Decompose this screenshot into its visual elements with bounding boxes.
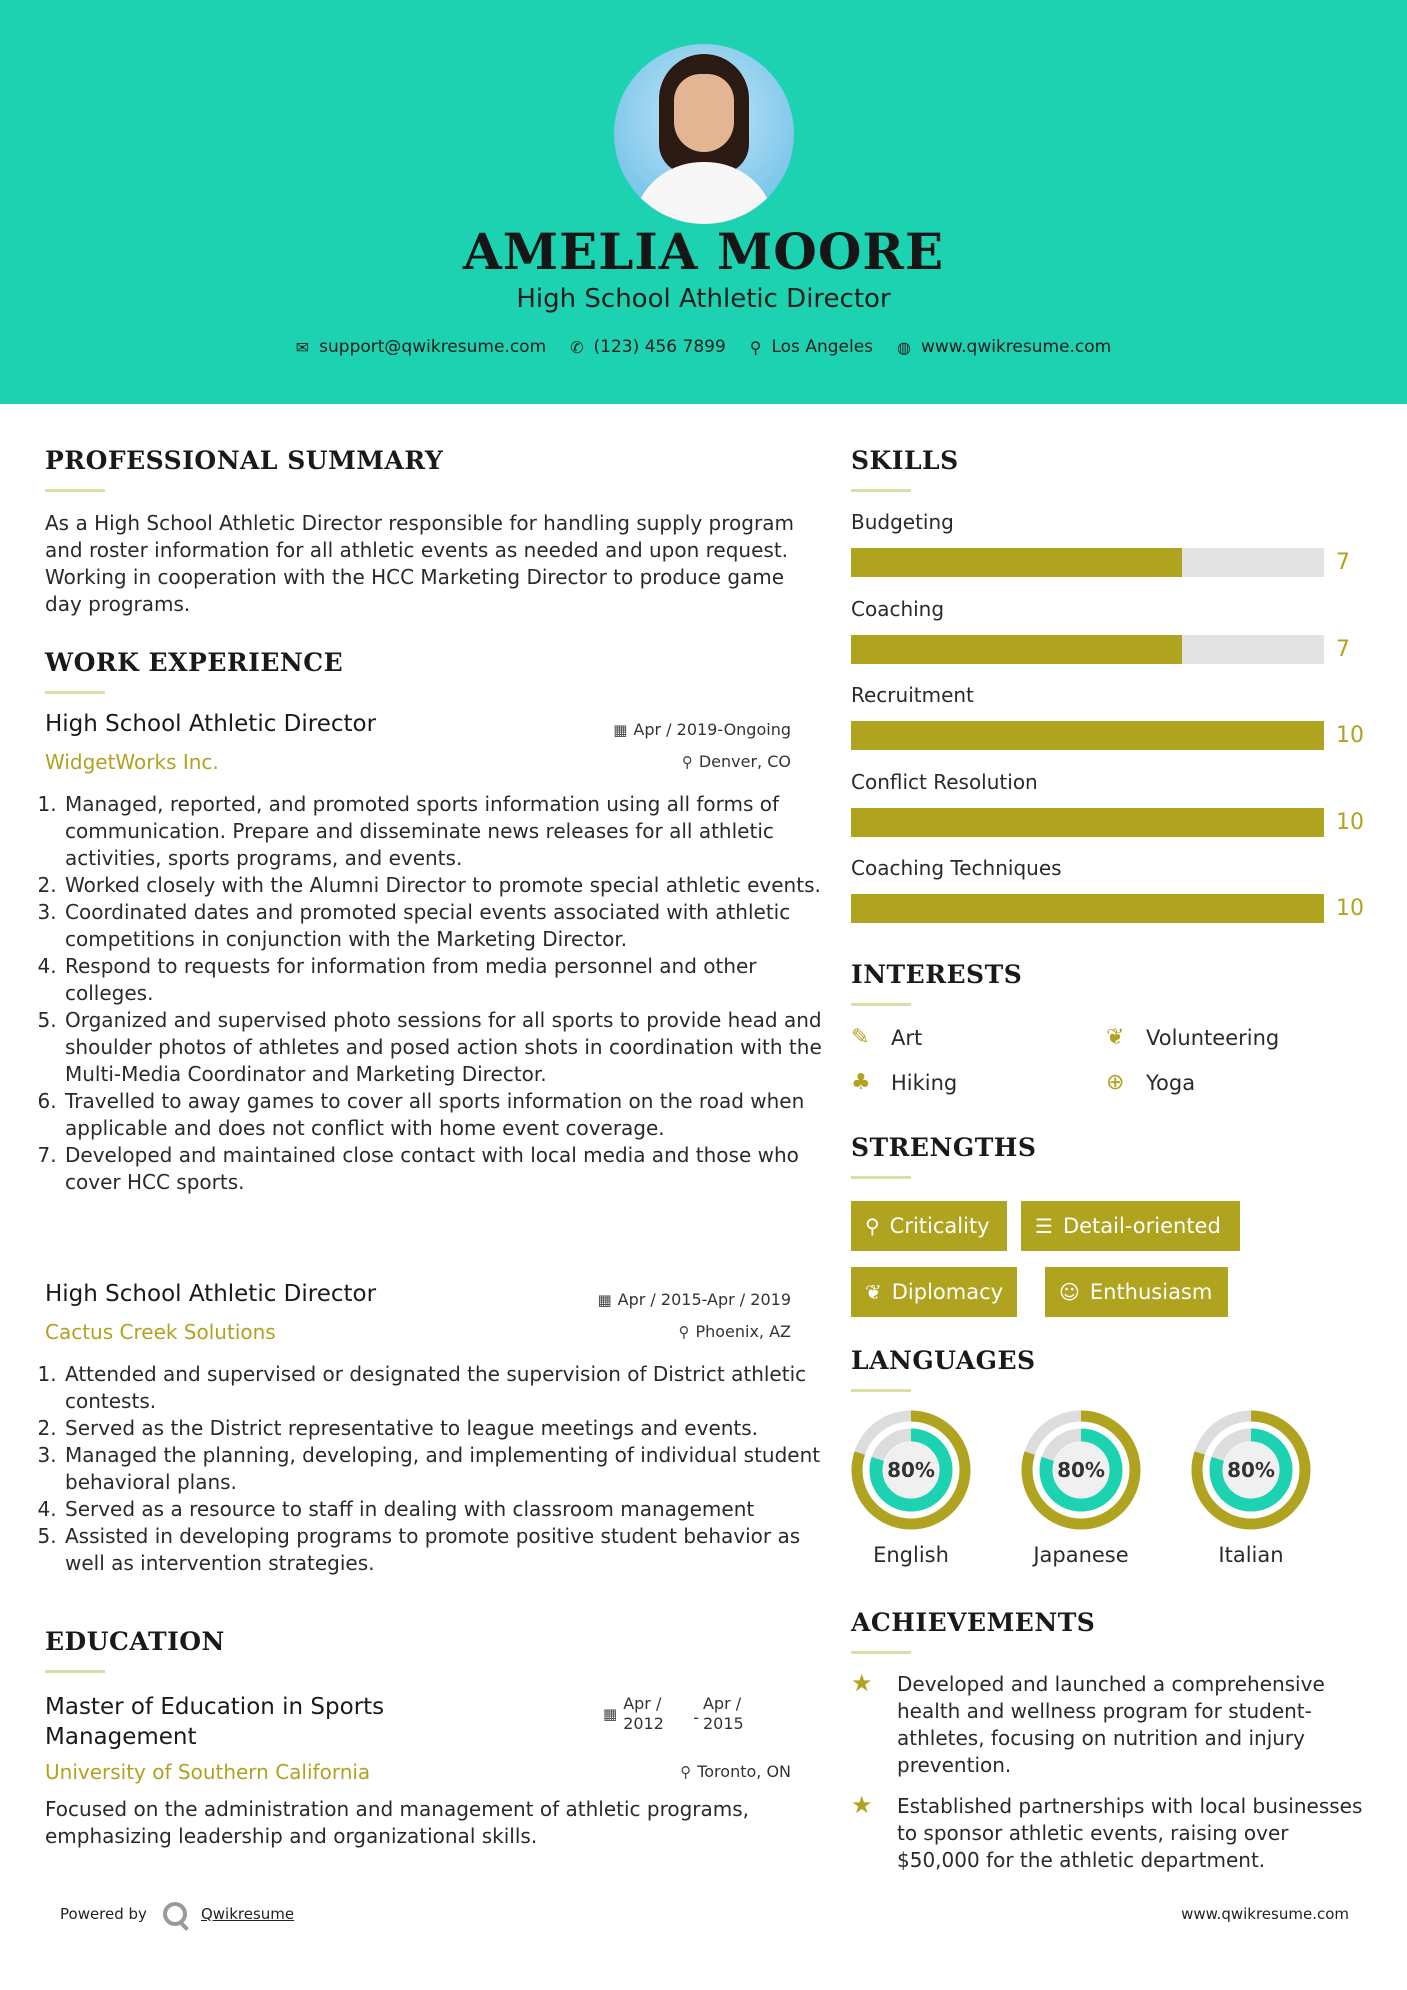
achievements-heading: ACHIEVEMENTS <box>851 1608 1096 1637</box>
language-progress-ring <box>1191 1410 1311 1530</box>
education-date: ▦ Apr / 2012 - Apr / 2015 <box>603 1694 744 1733</box>
profile-photo <box>614 44 794 224</box>
skills-underline <box>851 489 911 492</box>
skill-bar-fill <box>851 635 1182 664</box>
language-percent: 80% <box>1057 1458 1105 1482</box>
pin-icon: ⚲ <box>681 753 693 771</box>
globe-icon: ◍ <box>897 337 911 357</box>
star-icon: ★ <box>851 1669 873 1697</box>
job-company-2: Cactus Creek Solutions <box>45 1320 276 1344</box>
skill-bar-fill <box>851 808 1324 837</box>
language-percent: 80% <box>887 1458 935 1482</box>
skill-label: Recruitment <box>851 683 974 707</box>
qwikresume-link[interactable]: Qwikresume <box>200 1905 295 1923</box>
calendar-icon: ▦ <box>597 1291 612 1309</box>
language-name: Japanese <box>1033 1543 1129 1567</box>
footer-url[interactable]: www.qwikresume.com <box>1181 1905 1349 1923</box>
phone-icon: ✆ <box>570 337 584 357</box>
education-description: Focused on the administration and management of athletic programs, emphasizing leadership and organizational skills. <box>45 1797 750 1848</box>
list-item: 6. Travelled to away games to cover all sports information on the road when applicable and does not conflict with home event coverage. <box>63 1088 823 1142</box>
interest-yoga: ⊕ Yoga <box>1106 1070 1196 1095</box>
strengths-underline <box>851 1176 911 1179</box>
map-marker-icon: ⚲ <box>749 337 762 357</box>
job-duties-1 <box>37 791 823 1196</box>
candidate-title: High School Athletic Director <box>516 284 891 314</box>
skill-value: 7 <box>1336 636 1350 662</box>
list-item: 5. Organized and supervised photo sessions for all sports to provide head and shoulder photos of athletes and posed action shots in coordination with the Multi-Media Coordinator and Marketing Director. <box>63 1007 823 1088</box>
list-item: 4. Served as a resource to staff in dealing with classroom management <box>63 1496 823 1523</box>
pin-icon: ⚲ <box>678 1323 690 1341</box>
skill-bar <box>851 894 1324 923</box>
strength-tag-enthusiasm: ☺ Enthusiasm <box>1045 1267 1228 1317</box>
language-progress-ring <box>851 1410 971 1530</box>
skill-label: Coaching <box>851 596 945 621</box>
contact-email[interactable]: ✉ support@qwikresume.com <box>295 337 547 357</box>
job-location-2: ⚲ Phoenix, AZ <box>678 1322 791 1341</box>
skill-bar-fill <box>851 548 1182 577</box>
envelope-icon: ✉ <box>295 337 310 357</box>
job-title-1: High School Athletic Director <box>45 711 377 737</box>
contact-phone[interactable]: ✆ (123) 456 7899 <box>570 337 726 357</box>
skill-bar-fill <box>851 721 1324 750</box>
list-item: 1. Managed, reported, and promoted sports information using all forms of communication. Prepare and disseminate news releases for all athletic activities, sports programs, and events. <box>63 791 823 872</box>
languages-heading: LANGUAGES <box>851 1346 1036 1375</box>
list-item: 3. Managed the planning, developing, and implementing of individual student behavioral plans. <box>63 1442 823 1496</box>
language-percent: 80% <box>1227 1458 1275 1482</box>
list-item: 3. Coordinated dates and promoted special events associated with athletic competitions in conjunction with the Marketing Director. <box>63 899 823 953</box>
job-date-1: ▦ Apr / 2019-Ongoing <box>613 720 791 739</box>
lifebuoy-icon: ⊕ <box>1106 1070 1125 1095</box>
language-progress-ring <box>1021 1410 1141 1530</box>
education-location: ⚲ Toronto, ON <box>680 1762 791 1781</box>
achievements-underline <box>851 1651 911 1654</box>
skill-bar <box>851 721 1324 750</box>
summary-underline <box>45 489 105 492</box>
smile-icon: ☺ <box>1059 1280 1080 1304</box>
list-item: 2. Served as the District representative to league meetings and events. <box>63 1415 823 1442</box>
achievement-item-2: ★ Established partnerships with local businesses to sponsor athletic events, raising over $50,000 for the athletic department. <box>851 1791 1363 1872</box>
strengths-heading: STRENGTHS <box>851 1133 1037 1162</box>
calendar-icon: ▦ <box>603 1705 618 1723</box>
skill-label: Coaching Techniques <box>851 856 1062 880</box>
star-icon: ★ <box>851 1791 873 1819</box>
contact-location: ⚲ Los Angeles <box>749 337 874 357</box>
degree-title: Master of Education in Sports Management <box>45 1694 385 1750</box>
candidate-name: AMELIA MOORE <box>462 222 945 281</box>
contact-website[interactable]: ◍ www.qwikresume.com <box>897 337 1112 357</box>
interest-art: ✎ Art <box>851 1025 923 1050</box>
handshake-icon: ❦ <box>865 1280 882 1304</box>
resume-header <box>0 0 1407 404</box>
paintbrush-icon: ✎ <box>851 1025 870 1050</box>
pin-icon: ⚲ <box>680 1763 692 1781</box>
list-item: 7. Developed and maintained close contact with local media and those who cover HCC sports. <box>63 1142 823 1196</box>
education-underline <box>45 1670 105 1673</box>
list-item: 4. Respond to requests for information from media personnel and other colleges. <box>63 953 823 1007</box>
education-heading: EDUCATION <box>45 1627 225 1656</box>
job-location-1: ⚲ Denver, CO <box>681 752 791 771</box>
job-date-2: ▦ Apr / 2015-Apr / 2019 <box>597 1290 791 1309</box>
contact-bar <box>0 337 1407 357</box>
skill-bar <box>851 548 1324 577</box>
experience-heading: WORK EXPERIENCE <box>45 648 344 677</box>
interests-heading: INTERESTS <box>851 960 1023 989</box>
skill-value: 10 <box>1336 896 1364 921</box>
handshake-icon: ❦ <box>1106 1025 1125 1050</box>
qwikresume-logo-icon <box>163 1902 187 1926</box>
interests-underline <box>851 1003 911 1006</box>
powered-by: Powered by Qwikresume <box>60 1902 294 1926</box>
skill-label: Conflict Resolution <box>851 769 1038 794</box>
experience-underline <box>45 691 105 694</box>
skill-label: Budgeting <box>851 510 954 534</box>
achievement-item-1: ★ Developed and launched a comprehensive health and wellness program for student-athletes, focusing on nutrition and injury prevention. <box>851 1669 1325 1777</box>
strength-tag-criticality: ⚲ Criticality <box>851 1201 1007 1251</box>
skill-value: 10 <box>1336 723 1364 748</box>
list-item: 5. Assisted in developing programs to promote positive student behavior as well as intervention strategies. <box>63 1523 823 1577</box>
language-name: Italian <box>1218 1543 1284 1567</box>
skill-value: 10 <box>1336 809 1364 835</box>
tree-icon: ♣ <box>851 1070 871 1095</box>
strength-tag-detail-oriented: ☰ Detail-oriented <box>1021 1201 1240 1251</box>
skill-bar-fill <box>851 894 1324 923</box>
job-duties-2 <box>37 1361 823 1577</box>
list-item: 2. Worked closely with the Alumni Director to promote special athletic events. <box>63 872 823 899</box>
summary-heading: PROFESSIONAL SUMMARY <box>45 446 444 475</box>
search-icon: ⚲ <box>865 1214 880 1238</box>
job-company-1: WidgetWorks Inc. <box>45 750 219 774</box>
skill-value: 7 <box>1336 550 1350 575</box>
list-icon: ☰ <box>1035 1214 1053 1238</box>
skill-bar <box>851 808 1324 837</box>
language-name: English <box>873 1543 949 1567</box>
summary-text: As a High School Athletic Director responsible for handling supply program and roster information for all athletic events as needed and upon request. Working in cooperation with the HCC Marketing Director to produce game day programs. <box>45 511 794 616</box>
strength-tag-diplomacy: ❦ Diplomacy <box>851 1267 1017 1317</box>
interest-hiking: ♣ Hiking <box>851 1070 958 1095</box>
calendar-icon: ▦ <box>613 721 628 739</box>
job-title-2: High School Athletic Director <box>45 1281 377 1307</box>
languages-underline <box>851 1389 911 1392</box>
interest-volunteering: ❦ Volunteering <box>1106 1025 1280 1050</box>
skill-bar <box>851 635 1324 664</box>
school-name: University of Southern California <box>45 1760 371 1784</box>
skills-heading: SKILLS <box>851 446 959 475</box>
list-item: 1. Attended and supervised or designated the supervision of District athletic contests. <box>63 1361 823 1415</box>
